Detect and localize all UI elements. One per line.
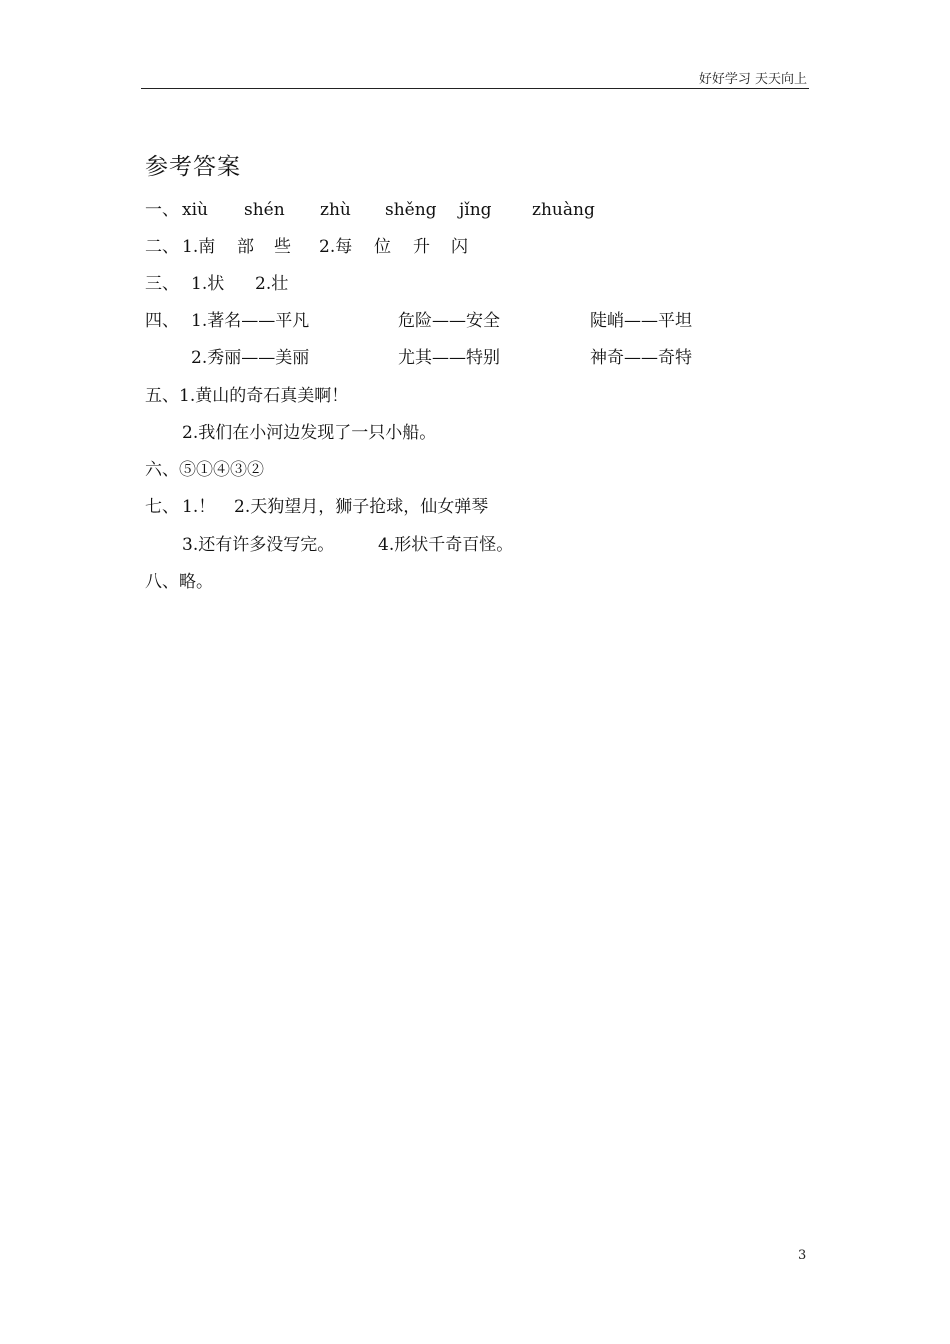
answer-4-prefix: 四、 — [145, 311, 179, 331]
answer-3-prefix: 三、 — [145, 274, 179, 294]
pinyin-item: jǐng — [459, 200, 492, 220]
answer-4-row2 — [145, 346, 745, 370]
page-title: 参考答案 — [145, 154, 241, 180]
answer-4-row1 — [145, 309, 745, 333]
synonym-pair: 尤其——特别 — [398, 348, 500, 368]
answer-3-b: 2.壮 — [255, 274, 289, 294]
answer-3 — [145, 272, 445, 296]
answer-2 — [145, 235, 545, 259]
antonym-pair: 危险——安全 — [398, 311, 500, 331]
pinyin-item: zhù — [320, 200, 351, 220]
pinyin-item: xiù — [182, 200, 208, 220]
page-number: 3 — [798, 1248, 807, 1263]
answer-2-c: 些 — [274, 237, 291, 257]
antonym-pair: 1.著名——平凡 — [191, 311, 310, 331]
answer-5-line2: 2.我们在小河边发现了一只小船。 — [182, 423, 437, 443]
answer-2-a: 1.南 — [182, 237, 216, 257]
pinyin-item: zhuàng — [532, 200, 595, 220]
answer-5-line1: 五、1.黄山的奇石真美啊！ — [145, 386, 349, 406]
answer-7-d: 4.形状千奇百怪。 — [378, 535, 514, 555]
header-motto: 好好学习 天天向上 — [698, 72, 807, 87]
answer-7-b: 2.天狗望月，狮子抢球，仙女弹琴 — [234, 497, 489, 517]
antonym-pair: 陡峭——平坦 — [590, 311, 692, 331]
answer-1 — [145, 198, 665, 222]
answer-2-f: 升 — [413, 237, 430, 257]
answer-6: 六、⑤①④③② — [145, 460, 264, 480]
answer-7-c: 3.还有许多没写完。 — [182, 535, 335, 555]
answer-7-row1 — [145, 495, 645, 519]
answer-8: 八、略。 — [145, 572, 213, 592]
answer-2-b: 部 — [237, 237, 254, 257]
answer-1-prefix: 一、 — [145, 200, 179, 220]
answer-7-a: 1.！ — [182, 497, 216, 517]
pinyin-item: shěng — [385, 200, 437, 220]
answer-2-d: 2.每 — [319, 237, 353, 257]
answer-7-prefix: 七、 — [145, 497, 179, 517]
answer-2-prefix: 二、 — [145, 237, 179, 257]
page-header — [141, 66, 809, 89]
answer-7-row2 — [145, 533, 645, 557]
pinyin-item: shén — [244, 200, 285, 220]
answer-2-g: 闪 — [451, 237, 468, 257]
synonym-pair: 神奇——奇特 — [590, 348, 692, 368]
answer-2-e: 位 — [374, 237, 391, 257]
synonym-pair: 2.秀丽——美丽 — [191, 348, 310, 368]
answer-3-a: 1.状 — [191, 274, 225, 294]
